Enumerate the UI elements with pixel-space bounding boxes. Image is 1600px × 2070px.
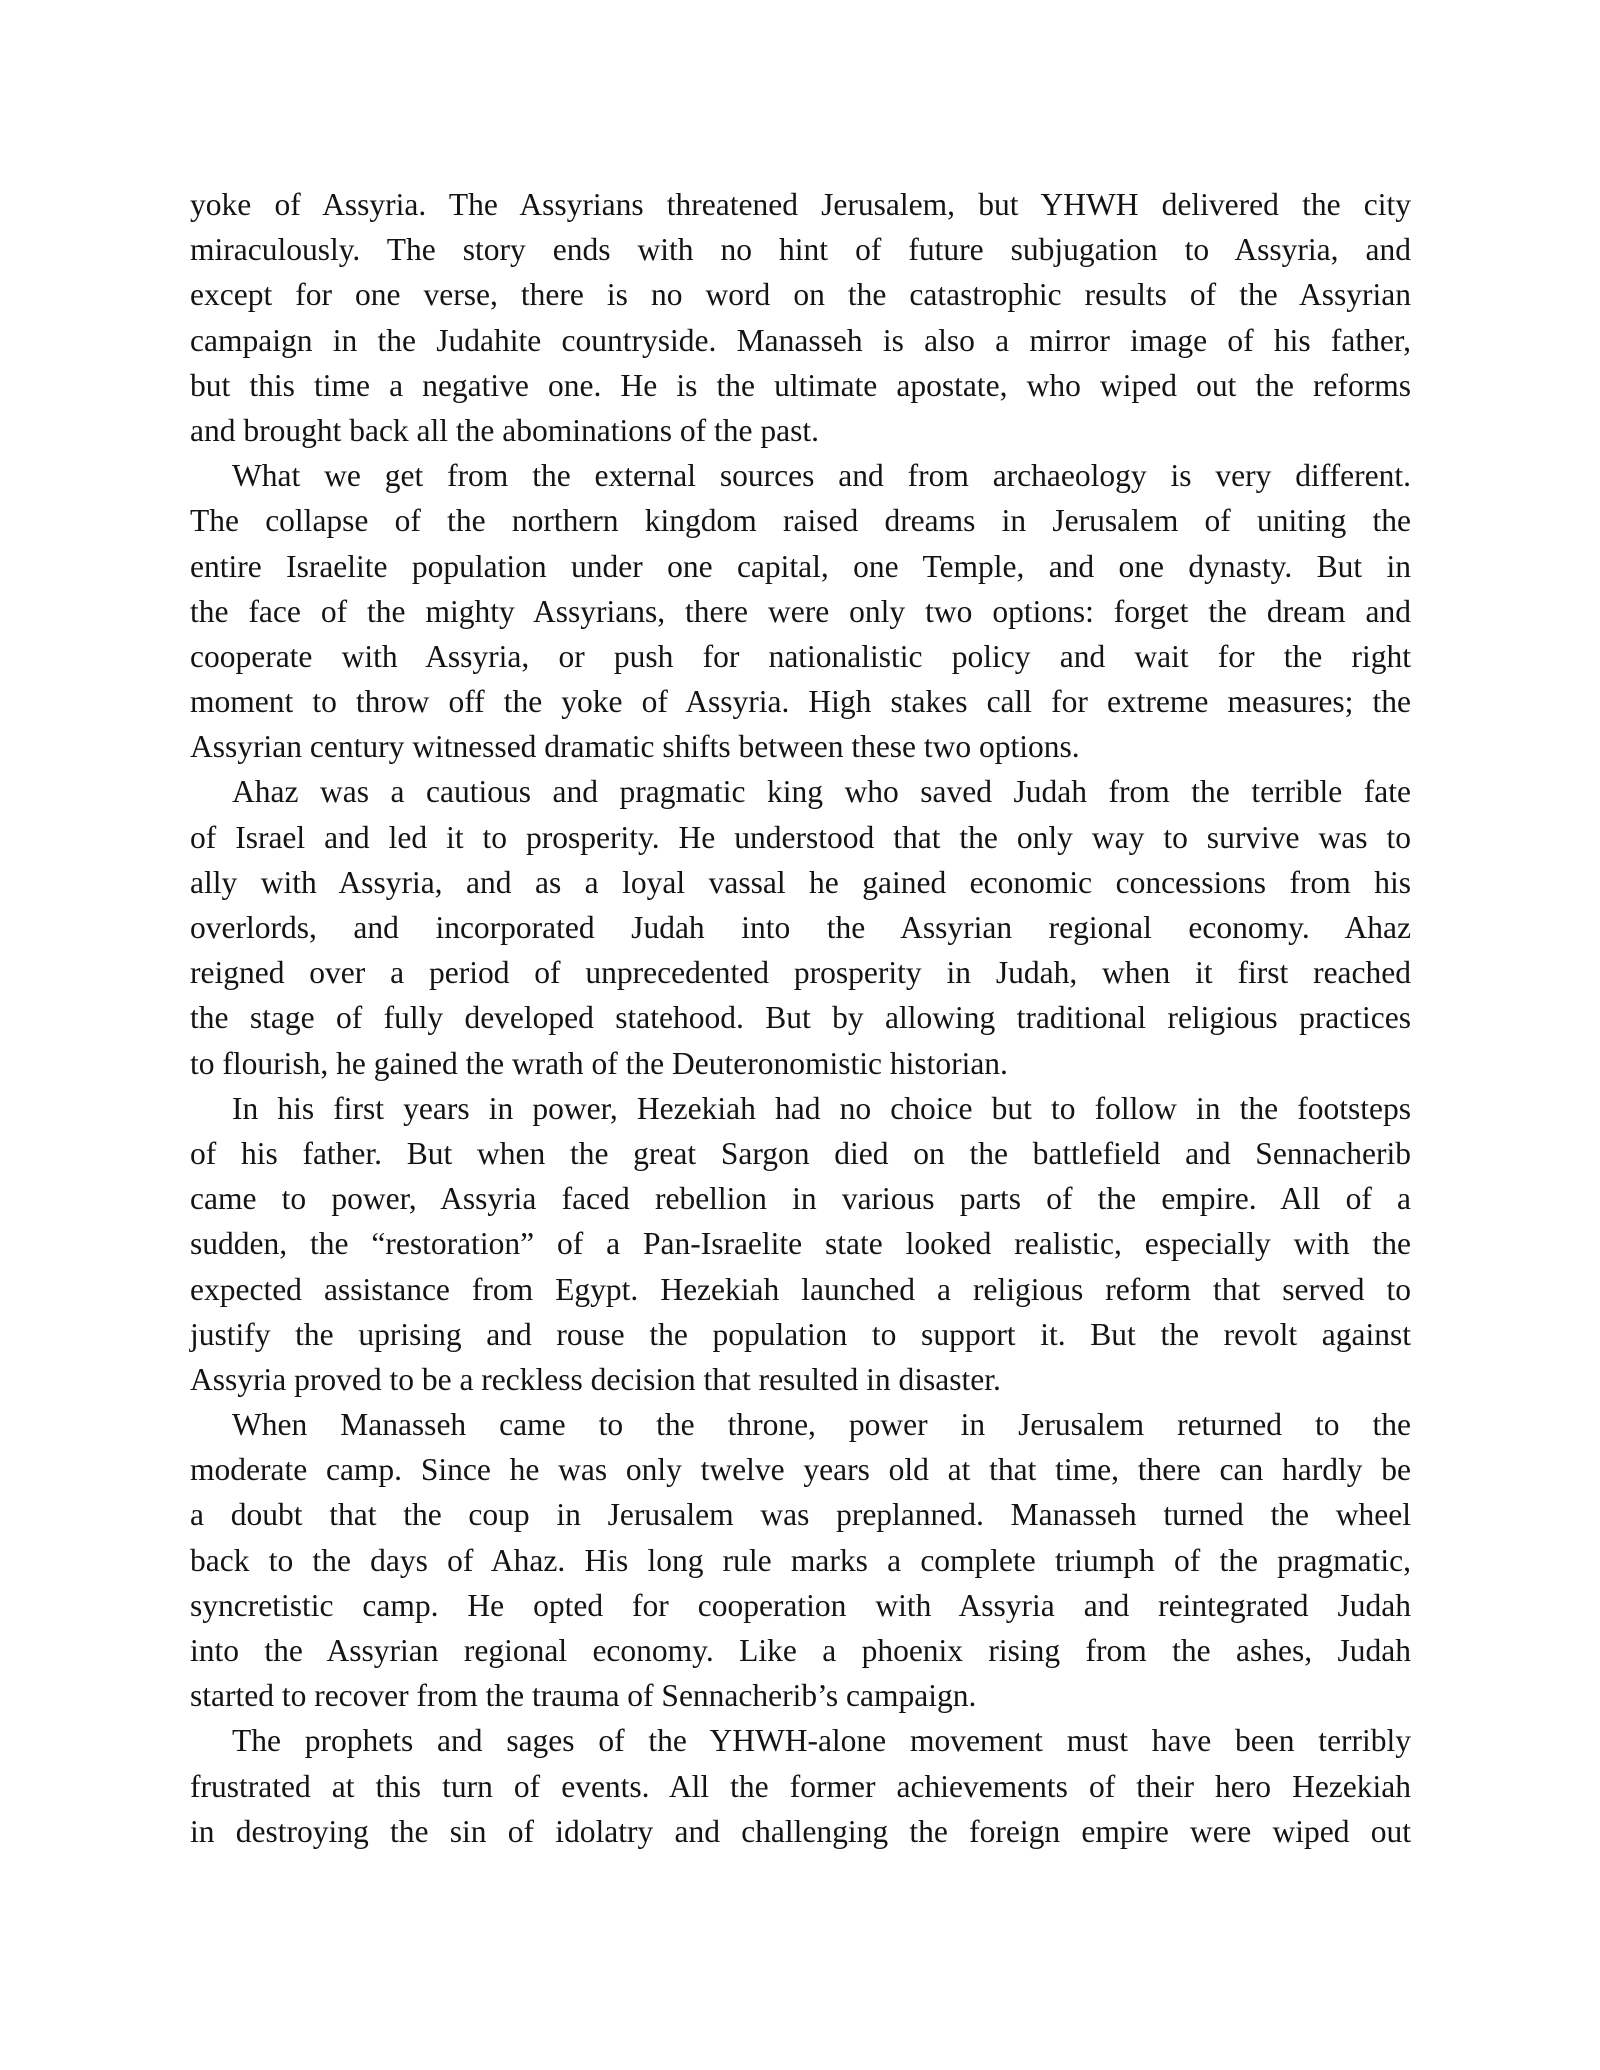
text-line: The collapse of the northern kingdom raised dreams in Jerusalem of uniting the — [190, 503, 1411, 539]
text-line: The prophets and sages of the YHWH-alone movement must have been terribly — [232, 1723, 1411, 1759]
text-line: of Israel and led it to prosperity. He understood that the only way to survive was to — [190, 819, 1411, 855]
text-line: to flourish, he gained the wrath of the Deuteronomistic historian. — [190, 1045, 1008, 1081]
text-line: except for one verse, there is no word on the catastrophic results of the Assyrian — [190, 277, 1411, 313]
text-line: and brought back all the abominations of the past. — [190, 412, 819, 448]
text-line: of his father. But when the great Sargon died on the battlefield and Sennacherib — [190, 1135, 1411, 1171]
text-line: In his first years in power, Hezekiah had no choice but to follow in the footsteps — [232, 1090, 1411, 1126]
paragraph — [190, 769, 1411, 1085]
text-line: back to the days of Ahaz. His long rule marks a complete triumph of the pragmatic, — [190, 1542, 1411, 1578]
paragraph — [190, 1402, 1411, 1718]
text-line: expected assistance from Egypt. Hezekiah launched a religious reform that served to — [190, 1271, 1411, 1307]
text-line: campaign in the Judahite countryside. Manasseh is also a mirror image of his father, — [190, 322, 1411, 358]
text-line: When Manasseh came to the throne, power in Jerusalem returned to the — [232, 1407, 1411, 1443]
text-line: sudden, the “restoration” of a Pan-Israelite state looked realistic, especially with the — [190, 1226, 1411, 1262]
text-line: came to power, Assyria faced rebellion in various parts of the empire. All of a — [190, 1181, 1411, 1217]
text-line: frustrated at this turn of events. All the former achievements of their hero Hezekiah — [190, 1768, 1411, 1804]
text-line: started to recover from the trauma of Sennacherib’s campaign. — [190, 1678, 977, 1714]
page-body — [190, 182, 1411, 1854]
text-line: moment to throw off the yoke of Assyria. High stakes call for extreme measures; the — [190, 684, 1411, 720]
text-line: justify the uprising and rouse the population to support it. But the revolt against — [190, 1316, 1411, 1352]
text-line: cooperate with Assyria, or push for nationalistic policy and wait for the right — [190, 638, 1411, 674]
text-line: Assyria proved to be a reckless decision that resulted in disaster. — [190, 1361, 1001, 1397]
text-line: the stage of fully developed statehood. But by allowing traditional religious practices — [190, 1000, 1411, 1036]
text-line: Ahaz was a cautious and pragmatic king who saved Judah from the terrible fate — [232, 774, 1411, 810]
text-line: into the Assyrian regional economy. Like a phoenix rising from the ashes, Judah — [190, 1633, 1411, 1668]
text-line: the face of the mighty Assyrians, there were only two options: forget the dream and — [190, 593, 1411, 629]
text-line: moderate camp. Since he was only twelve years old at that time, there can hardly be — [190, 1452, 1411, 1488]
text-line: miraculously. The story ends with no hint of future subjugation to Assyria, and — [190, 232, 1411, 268]
text-line: Assyrian century witnessed dramatic shifts between these two options. — [190, 729, 1080, 765]
paragraph — [190, 1718, 1411, 1854]
paragraph — [190, 182, 1411, 453]
text-line: syncretistic camp. He opted for cooperation with Assyria and reintegrated Judah — [190, 1587, 1411, 1623]
text-line: ally with Assyria, and as a loyal vassal he gained economic concessions from his — [190, 864, 1411, 900]
text-line: in destroying the sin of idolatry and challenging the foreign empire were wiped out — [190, 1813, 1411, 1849]
text-line: What we get from the external sources and from archaeology is very different. — [232, 458, 1411, 494]
paragraph — [190, 1086, 1411, 1402]
paragraph — [190, 453, 1411, 769]
text-line: overlords, and incorporated Judah into the Assyrian regional economy. Ahaz — [190, 910, 1411, 945]
text-line: reigned over a period of unprecedented prosperity in Judah, when it first reached — [190, 955, 1411, 991]
text-line: entire Israelite population under one capital, one Temple, and one dynasty. But in — [190, 548, 1411, 584]
text-line: but this time a negative one. He is the ultimate apostate, who wiped out the reforms — [190, 367, 1411, 403]
text-line: a doubt that the coup in Jerusalem was preplanned. Manasseh turned the wheel — [190, 1497, 1411, 1533]
text-line: yoke of Assyria. The Assyrians threatened Jerusalem, but YHWH delivered the city — [190, 187, 1411, 222]
